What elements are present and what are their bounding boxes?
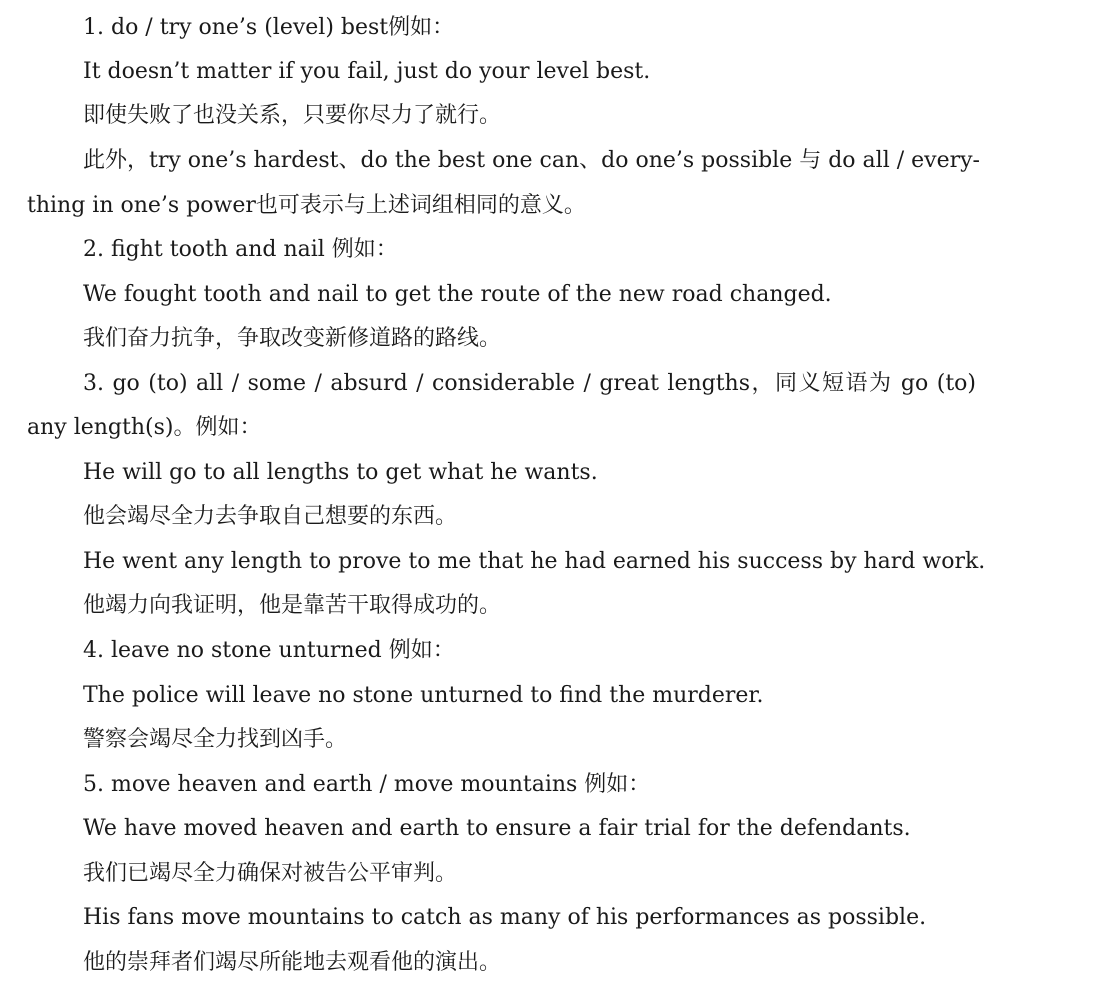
note-paragraph-line: 此外，try one’s hardest、do the best one can、do one’s possible 与 do all / every- [83, 148, 980, 173]
heading-item-3-continuation: any length(s)。例如： [27, 415, 262, 440]
heading-item-2: 2. fight tooth and nail 例如： [83, 237, 398, 262]
example-sentence-zh: 他竭力向我证明，他是靠苦干取得成功的。 [83, 593, 502, 618]
example-sentence-zh: 他的崇拜者们竭尽所能地去观看他的演出。 [83, 950, 502, 975]
example-sentence-en: We have moved heaven and earth to ensure a fair trial for the defendants. [83, 816, 911, 841]
example-sentence-zh: 我们已竭尽全力确保对被告公平审判。 [83, 861, 458, 886]
example-sentence-en: We fought tooth and nail to get the route of the new road changed. [83, 282, 832, 307]
example-sentence-zh: 警察会竭尽全力找到凶手。 [83, 727, 348, 752]
heading-item-1: 1. do / try one’s (level) best例如： [83, 15, 455, 40]
note-paragraph-line: thing in one’s power也可表示与上述词组相同的意义。 [27, 193, 586, 218]
example-sentence-en: The police will leave no stone unturned to find the murderer. [83, 683, 764, 708]
heading-item-5: 5. move heaven and earth / move mountains 例如： [83, 772, 651, 797]
heading-item-3: 3. go (to) all / some / absurd / considerable / great lengths，同义短语为 go (to) [83, 371, 976, 396]
example-sentence-zh: 我们奋力抗争，争取改变新修道路的路线。 [83, 326, 502, 351]
example-sentence-en: It doesn’t matter if you fail, just do your level best. [83, 59, 651, 84]
heading-item-4: 4. leave no stone unturned 例如： [83, 638, 455, 663]
example-sentence-en: His fans move mountains to catch as many of his performances as possible. [83, 905, 927, 930]
example-sentence-en: He will go to all lengths to get what he wants. [83, 460, 598, 485]
example-sentence-zh: 即使失败了也没关系，只要你尽力了就行。 [83, 103, 502, 128]
example-sentence-en: He went any length to prove to me that he had earned his success by hard work. [83, 549, 986, 574]
example-sentence-zh: 他会竭尽全力去争取自己想要的东西。 [83, 504, 458, 529]
